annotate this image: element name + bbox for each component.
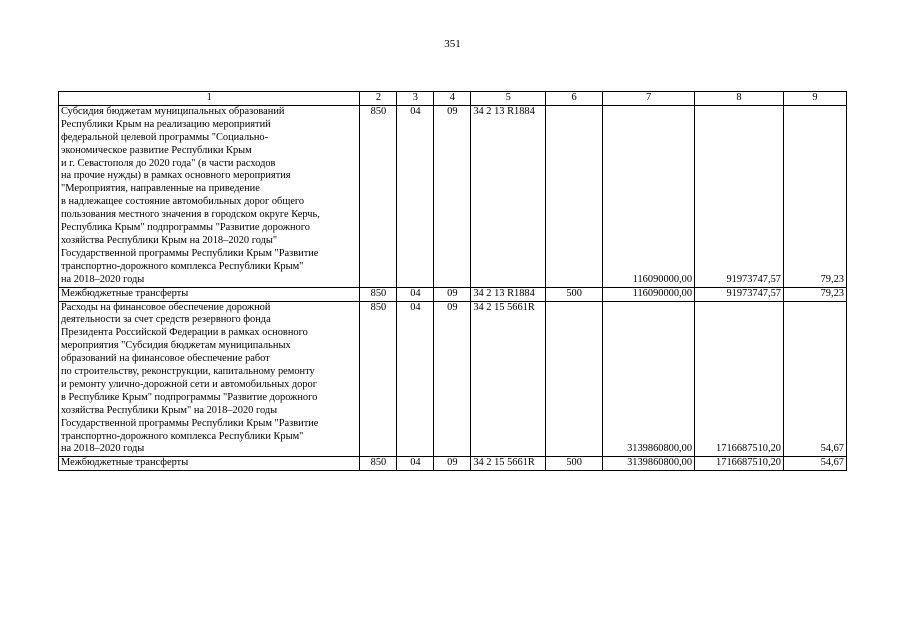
cell-department: 850 xyxy=(360,457,397,471)
cell-amount-planned: 3139860800,00 xyxy=(603,457,695,471)
cell-subsection: 09 xyxy=(434,287,471,301)
table-row xyxy=(59,457,847,471)
cell-section: 04 xyxy=(397,287,434,301)
row-description: Межбюджетные трансферты xyxy=(59,457,360,471)
cell-expense-type: 500 xyxy=(546,287,603,301)
cell-subsection: 09 xyxy=(434,457,471,471)
column-header: 8 xyxy=(695,92,784,106)
cell-target-article: 34 2 15 5661R xyxy=(471,457,546,471)
column-header: 9 xyxy=(784,92,847,106)
cell-department: 850 xyxy=(360,287,397,301)
cell-amount-executed: 1716687510,20 xyxy=(695,457,784,471)
cell-amount-executed: 1716687510,20 xyxy=(695,301,784,457)
cell-percent: 79,23 xyxy=(784,105,847,287)
cell-percent: 54,67 xyxy=(784,457,847,471)
column-header: 5 xyxy=(471,92,546,106)
cell-target-article: 34 2 15 5661R xyxy=(471,301,546,457)
cell-amount-executed: 91973747,57 xyxy=(695,105,784,287)
cell-expense-type xyxy=(546,105,603,287)
column-header: 3 xyxy=(397,92,434,106)
cell-section: 04 xyxy=(397,105,434,287)
cell-section: 04 xyxy=(397,457,434,471)
cell-department: 850 xyxy=(360,105,397,287)
column-header: 1 xyxy=(59,92,360,106)
cell-target-article: 34 2 13 R1884 xyxy=(471,287,546,301)
cell-expense-type xyxy=(546,301,603,457)
column-header: 4 xyxy=(434,92,471,106)
column-header: 7 xyxy=(603,92,695,106)
cell-amount-executed: 91973747,57 xyxy=(695,287,784,301)
column-header: 6 xyxy=(546,92,603,106)
column-header: 2 xyxy=(360,92,397,106)
cell-department: 850 xyxy=(360,301,397,457)
cell-percent: 54,67 xyxy=(784,301,847,457)
table-header-row xyxy=(59,92,847,106)
page-number: 351 xyxy=(444,38,461,50)
cell-section: 04 xyxy=(397,301,434,457)
row-description: Расходы на финансовое обеспечение дорожной деятельности за счет средств резервного фонда Президента Российской Федерации в рамках основного мероприятия "Субсидия бюджетам муниципальных образований на финансовое обеспечение работ по строительству, реконструкции, капитальному ремонту и ремонту улично-дорожной сети и автомобильных дорог в Республике Крым" подпрограммы "Развитие дорожного хозяйства Республики Крым" на 2018–2020 годы Государственной программы Республики Крым "Развитие транспортно-дорожного комплекса Республики Крым" на 2018–2020 годы xyxy=(59,301,360,457)
budget-table xyxy=(58,91,847,471)
row-description: Субсидия бюджетам муниципальных образований Республики Крым на реализацию мероприятий федеральной целевой программы "Социально- экономическое развитие Республики Крым и г. Севастополя до 2020 года" (в части расходов на прочие нужды) в рамках основного мероприятия "Мероприятия, направленные на приведение в надлежащее состояние автомобильных дорог общего пользования местного значения в городском округе Керчь, Республика Крым" подпрограммы "Развитие дорожного хозяйства Республики Крым на 2018–2020 годы" Государственной программы Республики Крым "Развитие транспортно-дорожного комплекса Республики Крым" на 2018–2020 годы xyxy=(59,105,360,287)
row-description: Межбюджетные трансферты xyxy=(59,287,360,301)
cell-expense-type: 500 xyxy=(546,457,603,471)
cell-amount-planned: 116090000,00 xyxy=(603,105,695,287)
table-row xyxy=(59,287,847,301)
cell-subsection: 09 xyxy=(434,301,471,457)
table-row xyxy=(59,105,847,287)
cell-subsection: 09 xyxy=(434,105,471,287)
cell-amount-planned: 3139860800,00 xyxy=(603,301,695,457)
cell-amount-planned: 116090000,00 xyxy=(603,287,695,301)
cell-percent: 79,23 xyxy=(784,287,847,301)
table-row xyxy=(59,301,847,457)
cell-target-article: 34 2 13 R1884 xyxy=(471,105,546,287)
